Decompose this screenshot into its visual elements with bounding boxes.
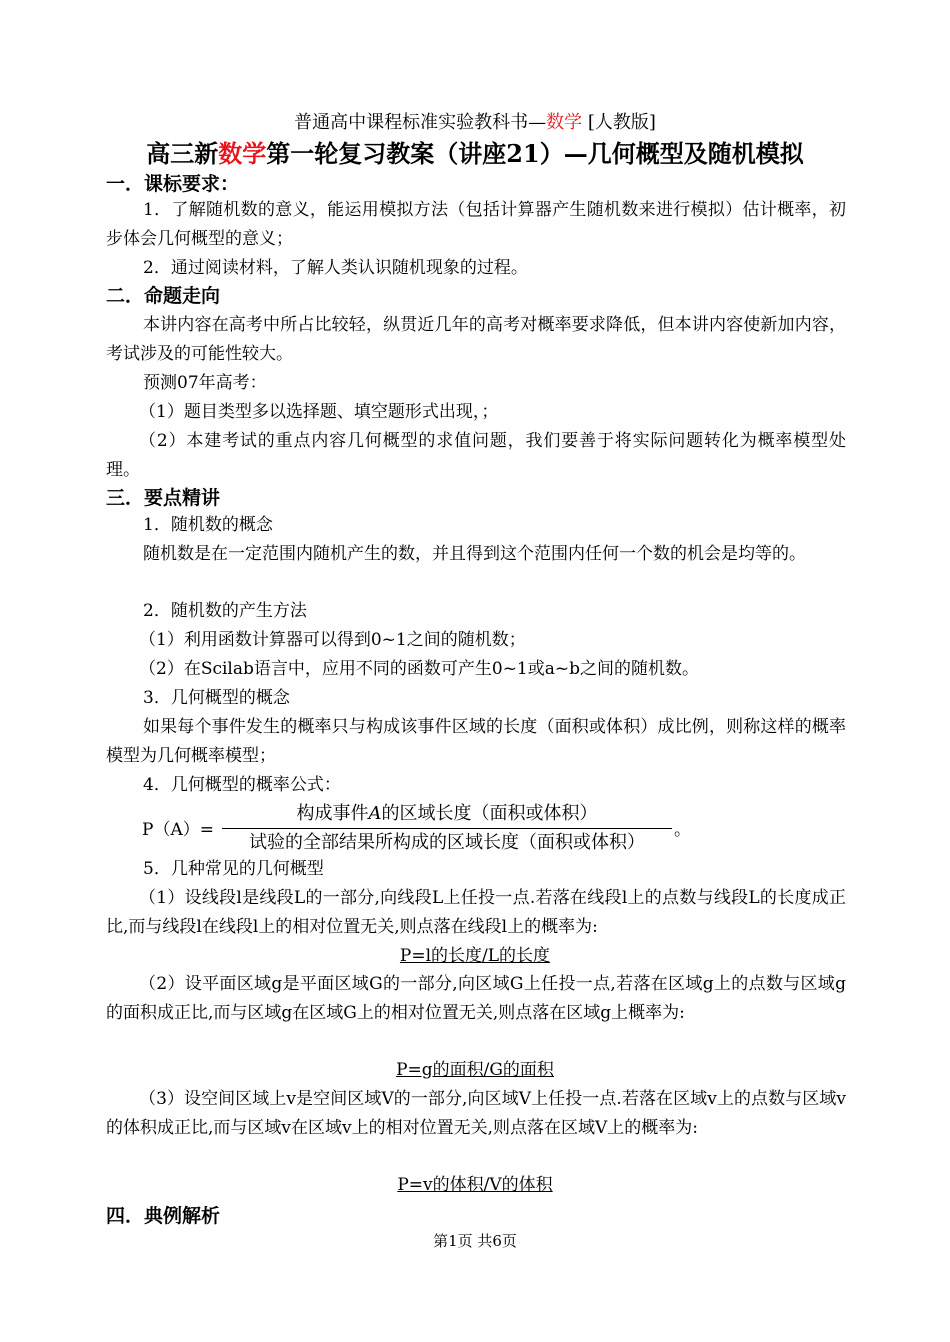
formula-numerator <box>222 800 672 829</box>
subheading: 1．随机数的概念 <box>143 515 273 535</box>
formula-denominator: 试验的全部结果所构成的区域长度（面积或体积） <box>249 832 645 853</box>
page-title <box>0 138 950 170</box>
formula-lhs: P（A）= <box>142 820 214 840</box>
subheading: 2．随机数的产生方法 <box>143 601 307 621</box>
formula-tail: 。 <box>674 820 691 840</box>
page-footer: 第1页 共6页 <box>433 1232 517 1250</box>
formula-fraction <box>222 800 672 857</box>
title-highlight: 数学 <box>218 139 267 168</box>
subtitle-text: 普通高中课程标准实验教科书— <box>294 112 547 133</box>
numerator-variable: A <box>368 803 382 824</box>
paragraph: （2）在Scilab语言中，应用不同的函数可产生0~1或a~b之间的随机数。 <box>139 659 700 679</box>
numerator-text-a: 构成事件 <box>296 803 369 824</box>
numerator-text-b: 的区域长度（面积或体积） <box>381 803 598 824</box>
paragraph: （1）利用函数计算器可以得到0~1之间的随机数； <box>139 630 526 650</box>
paragraph: 1．了解随机数的意义，能运用模拟方法（包括计算器产生随机数来进行模拟）估计概率，初步体会几何概型的意义； <box>106 200 846 249</box>
formula-line: P=l的长度/L的长度 <box>399 946 551 966</box>
section-heading-2: 二．命题走向 <box>106 285 221 307</box>
subheading: 4．几何概型的概率公式： <box>143 775 341 795</box>
formula-line: P=g的面积/G的面积 <box>396 1060 554 1080</box>
paragraph: （1）题目类型多以选择题、填空题形式出现，； <box>139 402 499 422</box>
section-heading-4: 四．典例解析 <box>106 1205 221 1227</box>
paragraph: （2）设平面区域g是平面区域G的一部分,向区域G上任投一点,若落在区域g上的点数与区域g的面积成正比,而与区域g在区域G上的相对位置无关,则点落在区域g上概率为: <box>106 974 846 1023</box>
paragraph: 本讲内容在高考中所占比较轻，纵贯近几年的高考对概率要求降低，但本讲内容使新加内容，考试涉及的可能性较大。 <box>106 315 846 364</box>
section-heading-1: 一．课标要求： <box>106 173 240 195</box>
paragraph: （2）本建考试的重点内容几何概型的求值问题，我们要善于将实际问题转化为概率模型处理。 <box>106 431 846 480</box>
subheading: 5．几种常见的几何概型 <box>143 859 324 879</box>
paragraph: 预测07年高考： <box>143 373 267 393</box>
title-text-a: 高三新 <box>146 139 219 168</box>
paragraph: 随机数是在一定范围内随机产生的数，并且得到这个范围内任何一个数的机会是均等的。 <box>143 544 806 564</box>
paragraph: 2．通过阅读材料，了解人类认识随机现象的过程。 <box>143 258 528 278</box>
subtitle-highlight: 数学 <box>546 112 583 133</box>
section-heading-3: 三．要点精讲 <box>106 487 221 509</box>
subtitle-edition: [人教版] <box>582 112 656 133</box>
paragraph: （1）设线段l是线段L的一部分,向线段L上任投一点.若落在线段l上的点数与线段L的长度成正比,而与线段l在线段l上的相对位置无关,则点落在线段l上的概率为: <box>106 888 846 937</box>
paragraph: （3）设空间区域上v是空间区域V的一部分,向区域V上任投一点.若落在区域v上的点数与区域v的体积成正比,而与区域v在区域v上的相对位置无关,则点落在区域V上的概率为: <box>106 1089 846 1138</box>
series-subtitle <box>0 112 950 134</box>
subheading: 3．几何概型的概念 <box>143 688 290 708</box>
formula-line: P=v的体积/V的体积 <box>397 1175 553 1195</box>
paragraph: 如果每个事件发生的概率只与构成该事件区域的长度（面积或体积）成比例，则称这样的概率模型为几何概率模型； <box>106 717 846 766</box>
title-text-b: 第一轮复习教案（讲座21）—几何概型及随机模拟 <box>266 139 804 168</box>
